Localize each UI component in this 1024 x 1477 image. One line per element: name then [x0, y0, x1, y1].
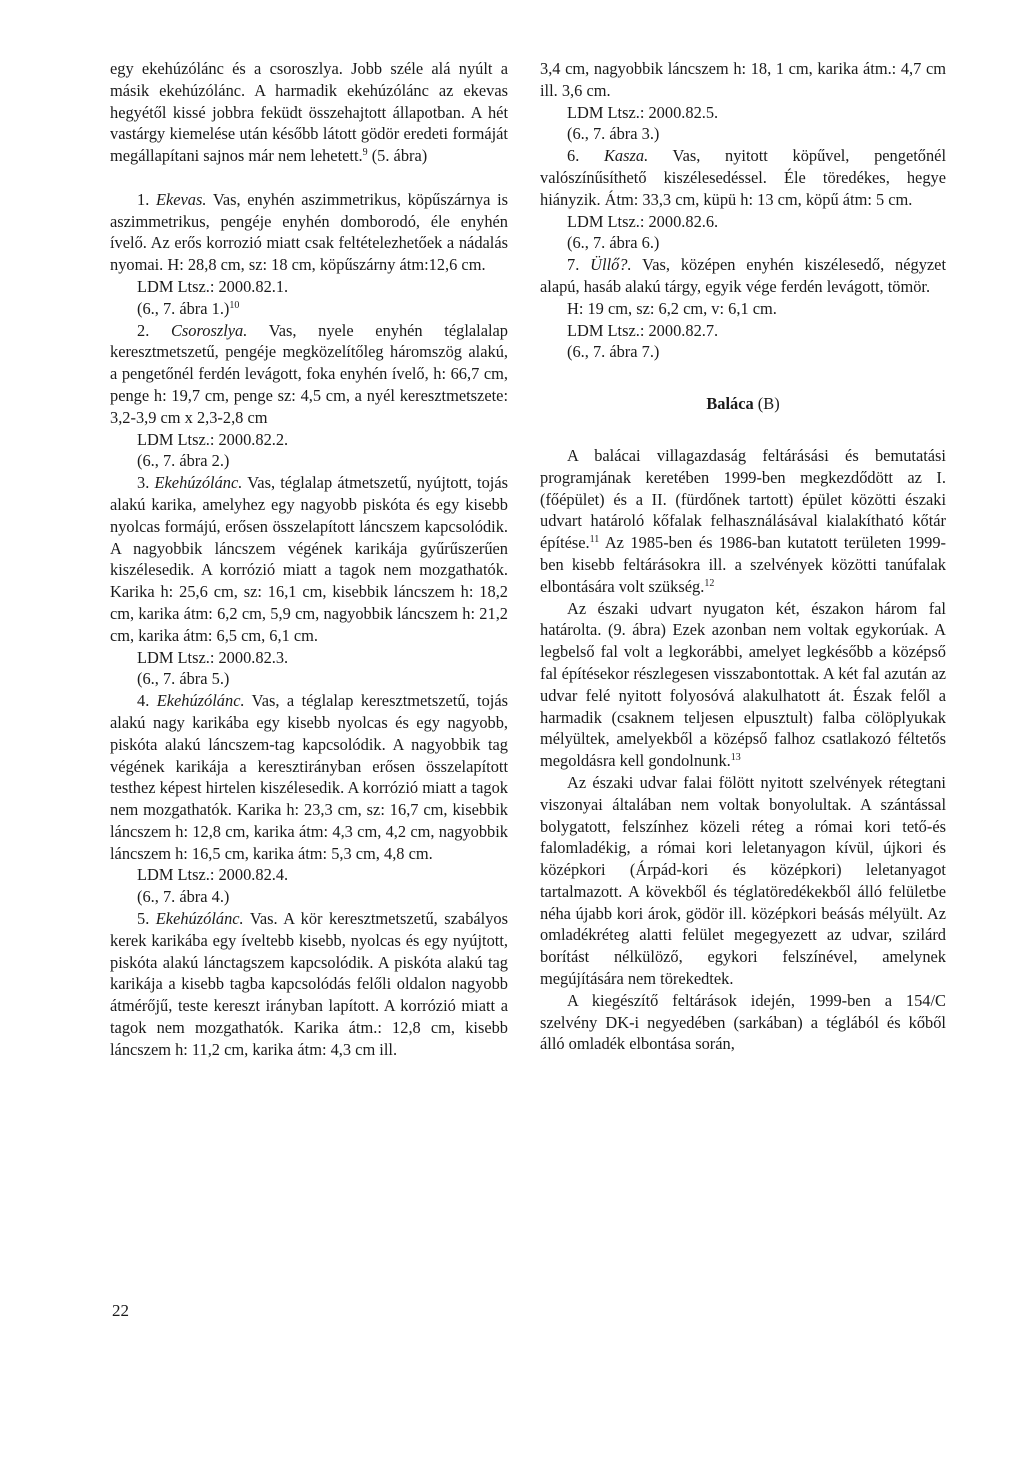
spacer [110, 167, 508, 189]
right-column [540, 58, 946, 1055]
footnote-ref: 9 [362, 147, 368, 159]
item-number: 3. [137, 473, 155, 493]
catalog-item-7 [540, 254, 946, 298]
catalog-item-4 [110, 690, 508, 864]
item-description: Vas, nyitott köpűvel, pengetőnél valószínűsíthető kiszélesedéssel. Éle töredékes, hegye hiányzik. Átm: 33,3 cm, küpü h: 13 cm, köpű átm: 5 cm. [540, 146, 946, 209]
item-dimensions: H: 19 cm, sz: 6,2 cm, v: 6,1 cm. [567, 298, 777, 318]
item-number: 7. [567, 255, 591, 275]
spacer [540, 415, 946, 445]
body-paragraph-2 [540, 598, 946, 772]
paragraph-text: Az északi udvart nyugaton két, északon három fal határolta. (9. ábra) Ezek azonban nem voltak egykorúak. A legbelső fal volt a legkorábbi, amelyet legkésőbb a középső fal építésekor részlegesen visszabontottak. A két fal azután az udvar felé nyitott folyosóvá alakulhatott át. Észak felől a harmadik (csaknem teljesen elpusztult) falba cölöplyukak mélyültek, amelyekből a középső falhoz csatlakozó féltetős megoldásra kell gondolnunk. [540, 598, 946, 771]
item-number: 5. [137, 909, 156, 929]
inventory-number: LDM Ltsz.: 2000.82.4. [137, 865, 289, 885]
item-description: Vas. A kör keresztmetszetű, szabályos kerek karikába egy íveltebb kisebb, nyolcas és egy nyújtott, piskóta alakú lánctagszem kapcsolódik. A piskóta alakú tag karikája a kisebb tagba kapcsolódás felőli oldalon nagyobb átmérőjű, teste kereszt irányban lapított. A korrózió miatt a tagok nem mozgathatók. Karika átm.: 12,8 cm, kisebb láncszem h: 11,2 cm, karika átm: 4,3 cm ill. [110, 909, 508, 1059]
paragraph-text: Az 1985-ben és 1986-ban kutatott területen 1999-ben kisebb feltárásokra ill. a szelvények közötti tanúfalak elbontására volt szükség. [540, 533, 946, 596]
item-number: 4. [137, 691, 157, 711]
spacer [540, 363, 946, 393]
inventory-number: LDM Ltsz.: 2000.82.7. [567, 320, 719, 340]
item-5-continuation: 3,4 cm, nagyobbik láncszem h: 18, 1 cm, karika átm.: 4,7 cm ill. 3,6 cm. [540, 59, 946, 100]
figure-ref-text: (6., 7. ábra 1.) [137, 298, 230, 318]
figure-ref: (5. ábra) [367, 146, 428, 166]
inventory-number: LDM Ltsz.: 2000.82.6. [567, 211, 719, 231]
item-name: Ekehúzólánc. [156, 691, 245, 711]
catalog-item-3 [110, 472, 508, 646]
page-number: 22 [112, 1301, 129, 1320]
item-name: Csoroszlya. [170, 320, 248, 340]
figure-reference [110, 298, 508, 320]
left-column [110, 58, 508, 1061]
inventory-number: LDM Ltsz.: 2000.82.1. [137, 276, 289, 296]
item-description: Vas, enyhén aszimmetrikus, köpűszárnya is aszimmetrikus, pengéje enyhén domborodó, éle enyhén ívelő. Az erős korrozió miatt csak feltételezhetőek a nádalás nyomai. H: 28,8 cm, sz: 18 cm, köpűszárny átm:12,6 cm. [110, 189, 509, 275]
inventory-number: LDM Ltsz.: 2000.82.2. [137, 429, 289, 449]
catalog-item-5 [110, 908, 508, 1061]
catalog-item-6 [540, 145, 946, 210]
figure-reference: (6., 7. ábra 4.) [137, 887, 230, 907]
figure-reference: (6., 7. ábra 3.) [567, 124, 660, 144]
catalog-item-2 [110, 320, 508, 429]
catalog-item-1 [110, 189, 508, 276]
item-number: 1. [137, 189, 156, 209]
figure-reference: (6., 7. ábra 5.) [137, 669, 230, 689]
item-number: 6. [567, 146, 604, 166]
figure-reference: (6., 7. ábra 6.) [567, 233, 660, 253]
body-paragraph-3: Az északi udvar falai fölött nyitott szelvények rétegtani viszonyai általában nem voltak bonyolultak. A szántással bolygatott, felszínhez közeli réteg a római kori tető-és falomladékig, a római kori leletanyagon kívül, újkori és középkori (Árpád-kori és középkori) leletanyagot tartalmazott. A kövekből és téglatöredékekből álló felületbe néha újabb kori árok, gödör ill. középkori beásás mélyült. Az omladékréteg alatti felület megegyezett az udvar, szilárd borítást nélkülöző, egykori felszínével, amelynek megújítására nem törekedtek. [540, 772, 946, 989]
footnote-ref: 12 [704, 577, 715, 589]
body-paragraph-4: A kiegészítő feltárások idején, 1999-ben a 154/C szelvény DK-i negyedében (sarkában) a téglából és kőből álló omladék elbontása során, [540, 990, 946, 1054]
heading-code: (B) [753, 394, 780, 414]
inventory-number: LDM Ltsz.: 2000.82.5. [567, 102, 719, 122]
footnote-ref: 10 [229, 299, 240, 311]
item-description: Vas, a téglalap keresztmetszetű, tojás alakú nagy karikába egy kisebb nyolcas és egy nagyobb, piskóta alakú láncszem-tag kapcsolódik. A nagyobbik tag végének karikája a keresztirányban erősen összelapított testhez képest hirtelen kiszélesedik. A korrózió miatt a tagok nem mozgathatók. Karika h: 23,3 cm, sz: 16,7 cm, kisebbik láncszem h: 12,8 cm, karika átm: 4,3 cm, 4,2 cm, nagyobbik láncszem h: 16,5 cm, karika átm: 5,3 cm, 4,8 cm. [110, 691, 508, 863]
item-name: Üllő?. [590, 255, 632, 275]
heading-place: Baláca [706, 394, 754, 414]
item-name: Ekehúzólánc. [155, 909, 244, 929]
item-name: Ekehúzólánc. [154, 473, 243, 493]
footnote-ref: 13 [730, 752, 741, 764]
figure-reference: (6., 7. ábra 2.) [137, 451, 230, 471]
body-paragraph-1 [540, 445, 946, 598]
item-number: 2. [137, 320, 171, 340]
item-name: Ekevas. [155, 189, 207, 209]
section-heading [540, 393, 946, 415]
item-name: Kasza. [603, 146, 649, 166]
intro-text: egy ekehúzólánc és a csoroszlya. Jobb széle alá nyúlt a másik ekehúzólánc. A harmadik ekehúzólánc az ekevas hegyétől kissé jobbra feküdt összehajtott állapotban. A hét vastárgy kiemelése után később látott gödör eredeti formáját megállapítani sajnos már nem lehetett. [110, 59, 508, 166]
footnote-ref: 11 [589, 534, 600, 546]
item-description: Vas, téglalap átmetszetű, nyújtott, tojás alakú karika, amelyhez egy nagyobb piskóta és egy kisebb nyolcas formájú, erősen összelapított láncszem kapcsolódik. A nagyobbik láncszem végének karikája gyűrűszerűen kiszélesedik. A korrózió miatt a tagok nem mozgathatók. Karika h: 25,6 cm, sz: 16,1 cm, kisebbik láncszem h: 18,2 cm, karika átm: 6,2 cm, 5,9 cm, nagyobbik láncszem h: 21,2 cm, karika átm: 6,5 cm, 6,1 cm. [110, 473, 509, 645]
intro-paragraph [110, 58, 508, 167]
item-description: Vas, nyele enyhén téglalalap keresztmetszetű, pengéje megközelítőleg háromszög alakú, a pengetőnél ferdén levágott, foka enyhén ívelő, h: 66,7 cm, penge h: 19,7 cm, penge sz: 4,5 cm, a nyél keresztmetszete: 3,2-3,9 cm x 2,3-2,8 cm [110, 320, 508, 427]
paragraph-text: A balácai villagazdaság feltárásási és bemutatási programjának keretében 1999-ben megkezdődött az I. (főépület) és a II. (fürdőnek tartott) épület közötti északi udvart határoló kőfalak felhasználásával kialakítható kőtár építése. [540, 445, 946, 553]
item-description: Vas, középen enyhén kiszélesedő, négyzet alapú, hasáb alakú tárgy, egyik vége ferdén levágott, tömör. [540, 255, 947, 296]
figure-reference: (6., 7. ábra 7.) [567, 342, 660, 362]
inventory-number: LDM Ltsz.: 2000.82.3. [137, 647, 289, 667]
